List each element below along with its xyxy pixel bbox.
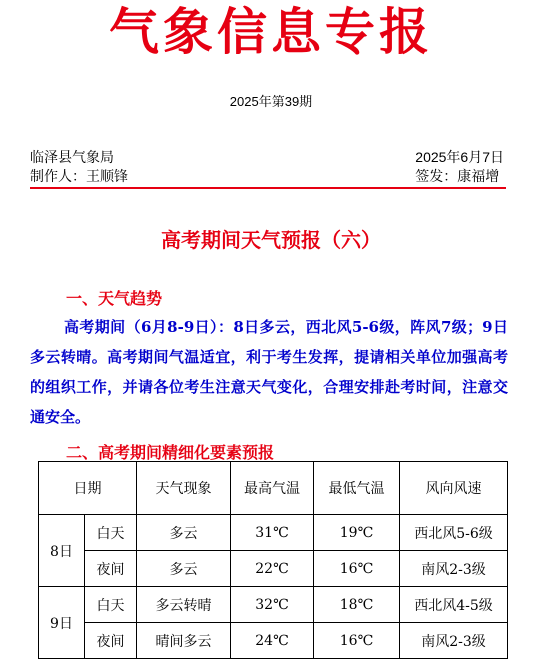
high-temp-cell: 24℃ [231, 623, 314, 659]
masthead-title: 气象信息专报 [109, 2, 433, 61]
table-row [39, 623, 508, 659]
report-title: 高考期间天气预报（六） [161, 228, 381, 252]
header-wind: 风向风速 [400, 462, 508, 515]
period-cell: 白天 [85, 515, 137, 551]
issue-date: 2025年6月7日 [415, 149, 504, 165]
table-row [39, 587, 508, 623]
wind-cell: 南风2-3级 [400, 551, 508, 587]
period-cell: 夜间 [85, 551, 137, 587]
wind-cell: 南风2-3级 [400, 623, 508, 659]
table-row [39, 551, 508, 587]
low-temp-cell: 18℃ [314, 587, 400, 623]
high-temp-cell: 32℃ [231, 587, 314, 623]
low-temp-cell: 19℃ [314, 515, 400, 551]
trend-paragraph: 高考期间（6月8-9日）：8日多云，西北风5-6级，阵风7级；9日多云转晴。高考期间气温适宜，利于考生发挥，提请相关单位加强高考的组织工作，并请各位考生注意天气变化，合理安排赴考时间，注意交通安全。 [30, 318, 508, 426]
day-cell: 8日 [39, 515, 85, 587]
period-cell: 夜间 [85, 623, 137, 659]
period-cell: 白天 [85, 587, 137, 623]
header-date: 日期 [39, 462, 137, 515]
issue-number: 2025年第39期 [229, 94, 313, 109]
table-header-row [39, 462, 508, 515]
weather-cell: 多云转晴 [137, 587, 231, 623]
weather-cell: 多云 [137, 551, 231, 587]
header-low: 最低气温 [314, 462, 400, 515]
high-temp-cell: 31℃ [231, 515, 314, 551]
signer: 签发：康福增 [415, 168, 500, 184]
organization: 临泽县气象局 [30, 149, 114, 165]
section-heading-trend: 一、天气趋势 [66, 289, 163, 308]
day-cell: 9日 [39, 587, 85, 659]
wind-cell: 西北风5-6级 [400, 515, 508, 551]
high-temp-cell: 22℃ [231, 551, 314, 587]
section-heading-forecast: 二、高考期间精细化要素预报 [66, 443, 275, 462]
weather-cell: 多云 [137, 515, 231, 551]
low-temp-cell: 16℃ [314, 623, 400, 659]
table-row [39, 515, 508, 551]
header-high: 最高气温 [231, 462, 314, 515]
wind-cell: 西北风4-5级 [400, 587, 508, 623]
weather-cell: 晴间多云 [137, 623, 231, 659]
header-weather: 天气现象 [137, 462, 231, 515]
header-right [415, 148, 504, 186]
header-divider [30, 187, 506, 189]
author: 制作人：王顺锋 [30, 168, 128, 184]
header-left [30, 148, 128, 186]
forecast-table [38, 461, 508, 659]
low-temp-cell: 16℃ [314, 551, 400, 587]
